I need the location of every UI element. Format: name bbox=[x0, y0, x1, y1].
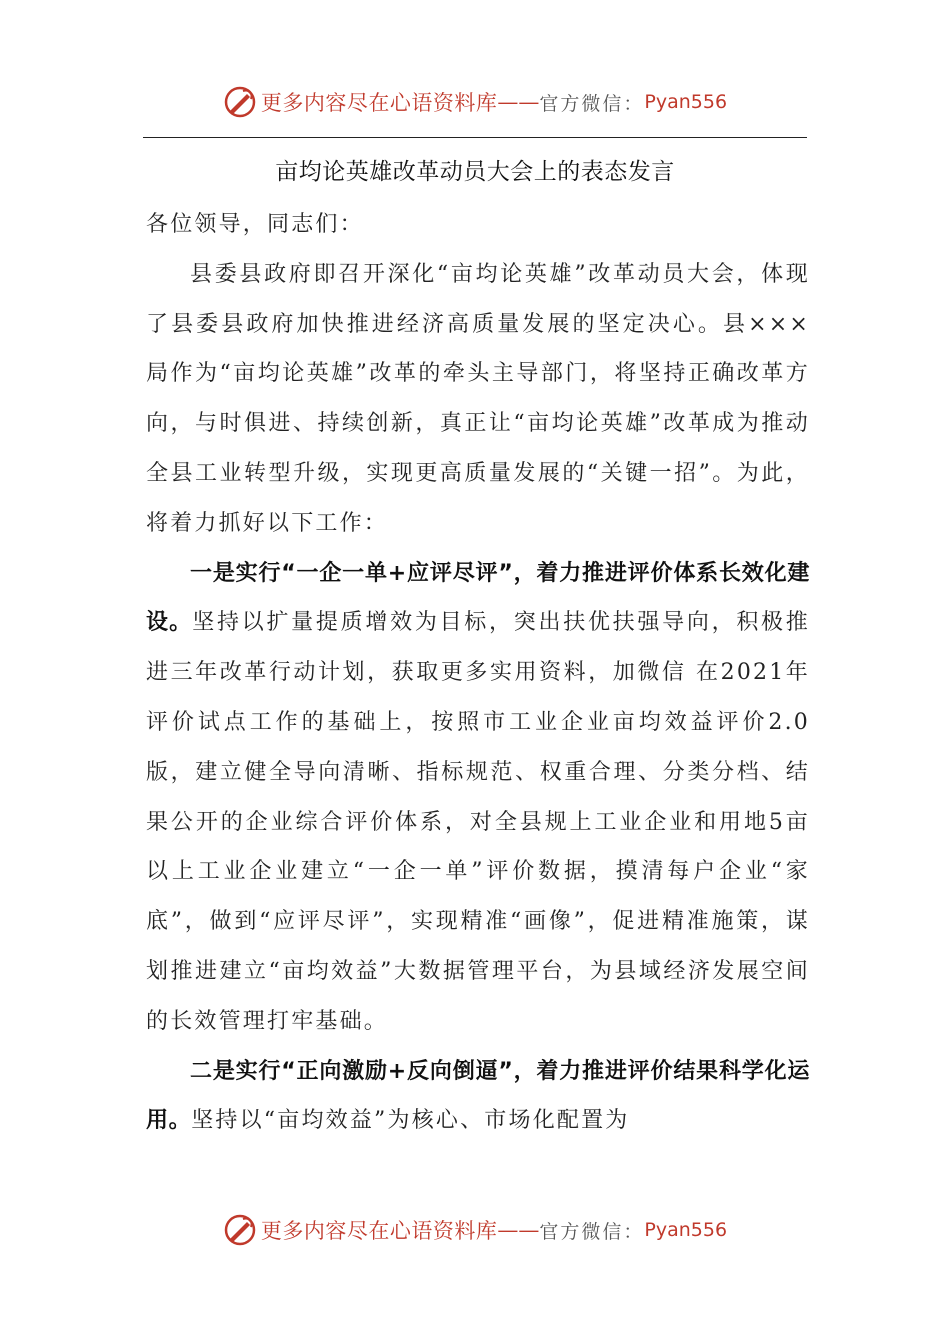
section-1-lead: 一是实行“一企一单+应评尽评”，着力推进评价体系长效化建设。 bbox=[146, 560, 810, 636]
page-title: 亩均论英雄改革动员大会上的表态发言 bbox=[275, 159, 675, 185]
intro-paragraph: 县委县政府即召开深化“亩均论英雄”改革动员大会，体现了县委县政府加快推进经济高质量发展的坚定决心。县×××局作为“亩均论英雄”改革的牵头主导部门，将坚持正确改革方向，与时俱进、持续创新，真正让“亩均论英雄”改革成为推动全县工业转型升级，实现更高质量发展的“关键一招”。为此，将着力抓好以下工作： bbox=[146, 261, 810, 536]
header-banner bbox=[0, 82, 950, 122]
footer-brand: 更多内容尽在心语资料库 bbox=[260, 1219, 498, 1243]
header-wechat-id: Pyan556 bbox=[644, 91, 728, 113]
section-1-body: 坚持以扩量提质增效为目标，突出扶优扶强导向，积极推进三年改革行动计划，获取更多实用资料，加微信 在2021年评价试点工作的基础上，按照市工业企业亩均效益评价2.0版，建立健全导向清晰、指标规范、权重合理、分类分档、结果公开的企业综合评价体系，对全县规上工业企业和用地5亩以上工业企业建立“一企一单”评价数据，摸清每户企业“家底”，做到“应评尽评”，实现精准“画像”，促进精准施策，谋划推进建立“亩均效益”大数据管理平台，为县域经济发展空间的长效管理打牢基础。 bbox=[146, 610, 810, 1034]
section-2-body: 坚持以“亩均效益”为核心、市场化配置为 bbox=[191, 1108, 630, 1134]
footer-official-label: 官方微信： bbox=[539, 1220, 645, 1243]
quill-logo-icon bbox=[223, 1213, 257, 1247]
section-2-lead: 二是实行“正向激励+反向倒逼”，着力推进评价结果科学化运用。 bbox=[146, 1058, 810, 1134]
footer-banner bbox=[0, 1210, 950, 1250]
header-divider bbox=[143, 137, 807, 138]
section-2-paragraph bbox=[146, 1047, 810, 1147]
header-official-label: 官方微信： bbox=[539, 92, 645, 115]
footer-wechat-id: Pyan556 bbox=[644, 1219, 728, 1241]
salutation: 各位领导，同志们： bbox=[146, 212, 364, 237]
document-body bbox=[146, 200, 810, 1146]
header-brand: 更多内容尽在心语资料库 bbox=[260, 91, 498, 115]
footer-separator: —— bbox=[497, 1218, 540, 1242]
quill-logo-icon bbox=[223, 85, 257, 119]
header-separator: —— bbox=[497, 90, 540, 114]
section-1-paragraph bbox=[146, 549, 810, 1047]
